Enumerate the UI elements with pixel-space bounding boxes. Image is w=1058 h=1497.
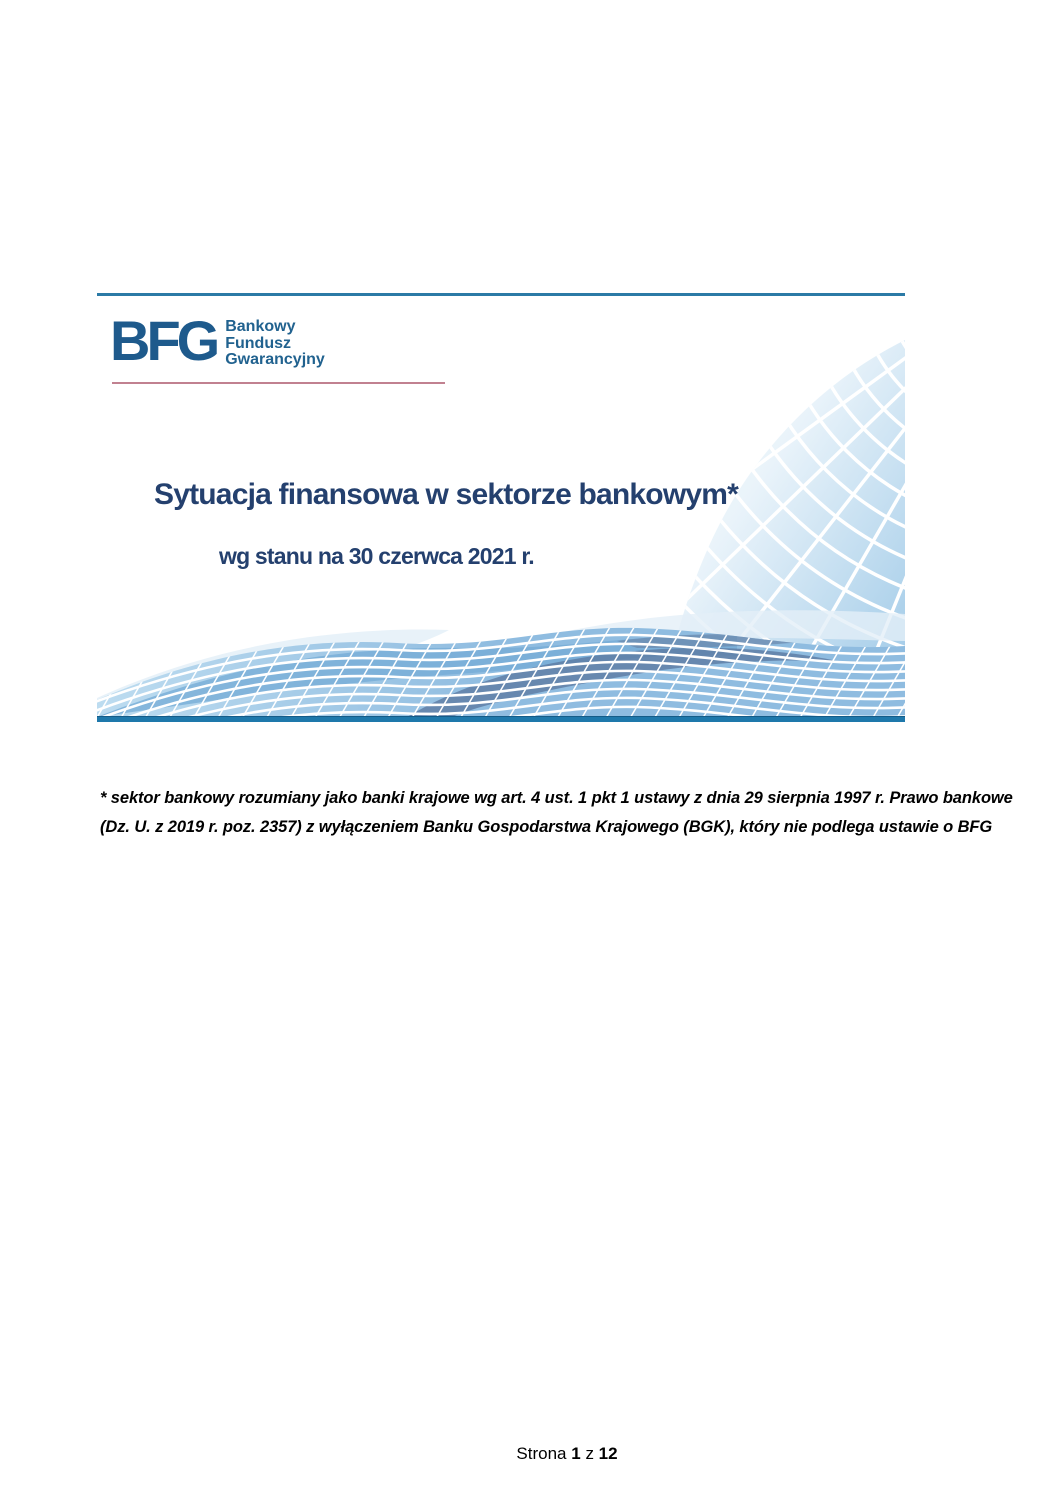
logo-name-line: Fundusz — [225, 334, 291, 352]
logo-name-line: Bankowy — [225, 318, 296, 335]
logo-name-line: Gwarancyjny — [225, 351, 325, 368]
report-title: Sytuacja finansowa w sektorze bankowym* — [154, 478, 739, 511]
footnote — [100, 784, 1045, 842]
footer-label: Strona — [516, 1444, 567, 1463]
banner-bottom-bar — [97, 716, 905, 722]
bfg-logo — [110, 309, 325, 372]
footnote-line2: (Dz. U. z 2019 r. poz. 2357) z wyłączeniem Banku Gospodarstwa Krajowego (BGK), który nie podlega ustawie o BFG — [100, 818, 993, 836]
logo-underline-rule — [112, 382, 445, 384]
footer-page-number: 1 — [571, 1444, 581, 1463]
footer-separator: z — [585, 1444, 594, 1463]
page-footer — [0, 1444, 1058, 1464]
cover-banner — [97, 293, 905, 722]
footnote-line1: * sektor bankowy rozumiany jako banki krajowe wg art. 4 ust. 1 pkt 1 ustawy z dnia 29 sierpnia 1997 r. Prawo bankowe — [100, 789, 1013, 807]
bfg-logo-name — [225, 319, 325, 369]
report-subtitle: wg stanu na 30 czerwca 2021 r. — [219, 543, 534, 569]
page-number-text — [516, 1444, 617, 1463]
footer-total-pages: 12 — [598, 1444, 618, 1463]
bfg-logo-acronym: BFG — [110, 309, 217, 372]
